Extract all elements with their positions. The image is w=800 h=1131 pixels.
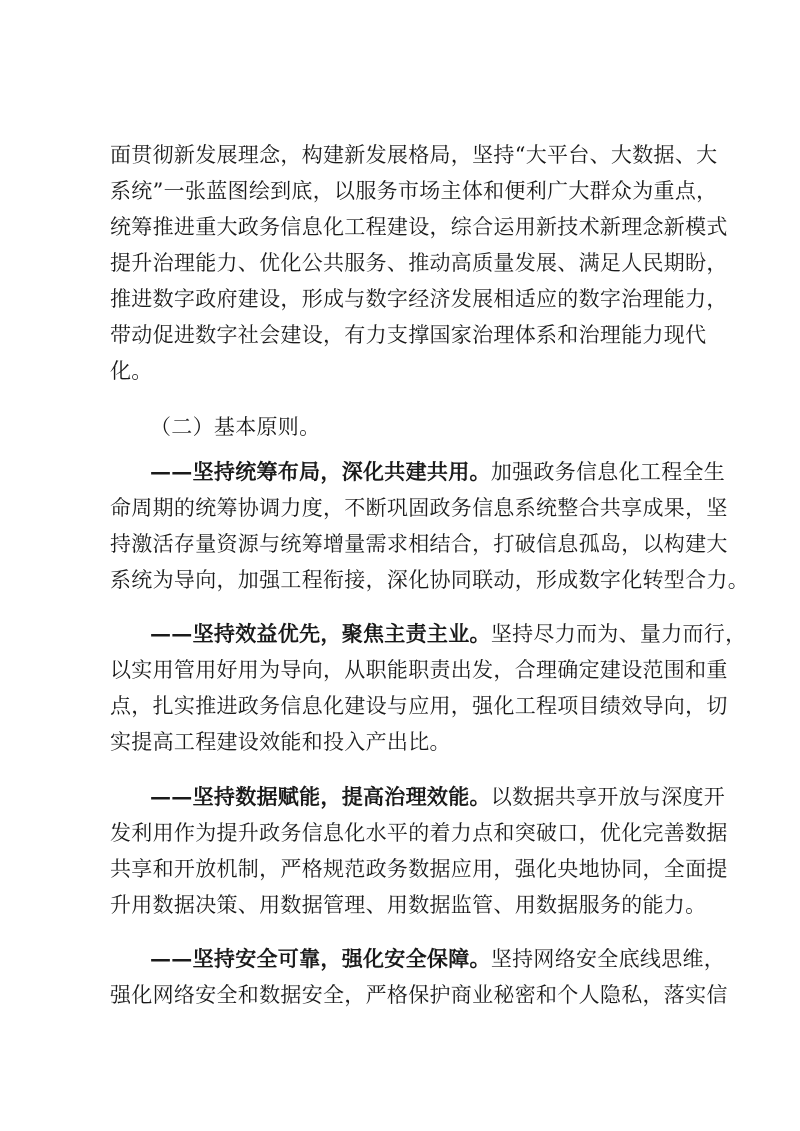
paragraph-line: 带动促进数字社会建设，有力支撑国家治理体系和治理能力现代 xyxy=(110,323,707,347)
principle-line: 系统为导向，加强工程衔接，深化协同联动，形成数字化转型合力。 xyxy=(110,568,749,592)
principle-line: 以实用管用好用为导向，从职能职责出发，合理确定建设范围和重 xyxy=(110,658,728,682)
principle-line: 命周期的统筹协调力度，不断巩固政务信息系统整合共享成果，坚 xyxy=(110,496,728,520)
section-heading: （二）基本原则。 xyxy=(150,415,321,439)
paragraph-line: 推进数字政府建设，形成与数字经济发展相适应的数字治理能力， xyxy=(110,287,728,311)
principle-line: 点，扎实推进政务信息化建设与应用，强化工程项目绩效导向，切 xyxy=(110,694,728,718)
paragraph-line: 面贯彻新发展理念，构建新发展格局，坚持“大平台、大数据、大 xyxy=(110,143,718,167)
paragraph-line: 提升治理能力、优化公共服务、推动高质量发展、满足人民期盼， xyxy=(110,251,728,275)
principle-text: 坚持网络安全底线思维， xyxy=(490,947,726,971)
principle-lead: ——坚持数据赋能，提高治理效能。 xyxy=(150,784,491,809)
principle-line: 共享和开放机制，严格规范政务数据应用，强化央地协同，全面提 xyxy=(110,857,728,881)
principle-line xyxy=(150,458,726,486)
principle-lead: ——坚持安全可靠，强化安全保障。 xyxy=(150,946,491,971)
principle-lead: ——坚持效益优先，聚焦主责主业。 xyxy=(150,621,491,646)
principle-line xyxy=(150,783,726,811)
principle-text: 加强政务信息化工程全生 xyxy=(490,460,726,484)
principle-text: 以数据共享开放与深度开 xyxy=(490,785,726,809)
principle-line: 发利用作为提升政务信息化水平的着力点和突破口，优化完善数据 xyxy=(110,821,728,845)
principle-line xyxy=(150,620,747,648)
principle-line: 持激活存量资源与统筹增量需求相结合，打破信息孤岛，以构建大 xyxy=(110,532,728,556)
paragraph-line: 系统”一张蓝图绘到底，以服务市场主体和便利广大群众为重点， xyxy=(110,179,718,203)
principle-line: 升用数据决策、用数据管理、用数据监管、用数据服务的能力。 xyxy=(110,893,707,917)
principle-line xyxy=(150,945,726,973)
paragraph-line: 统筹推进重大政务信息化工程建设，综合运用新技术新理念新模式 xyxy=(110,215,728,239)
principle-line: 实提高工程建设效能和投入产出比。 xyxy=(110,730,451,754)
principle-text: 坚持尽力而为、量力而行， xyxy=(490,622,747,646)
principle-lead: ——坚持统筹布局，深化共建共用。 xyxy=(150,459,491,484)
principle-line: 强化网络安全和数据安全，严格保护商业秘密和个人隐私，落实信 xyxy=(110,983,728,1007)
paragraph-line: 化。 xyxy=(110,359,153,383)
